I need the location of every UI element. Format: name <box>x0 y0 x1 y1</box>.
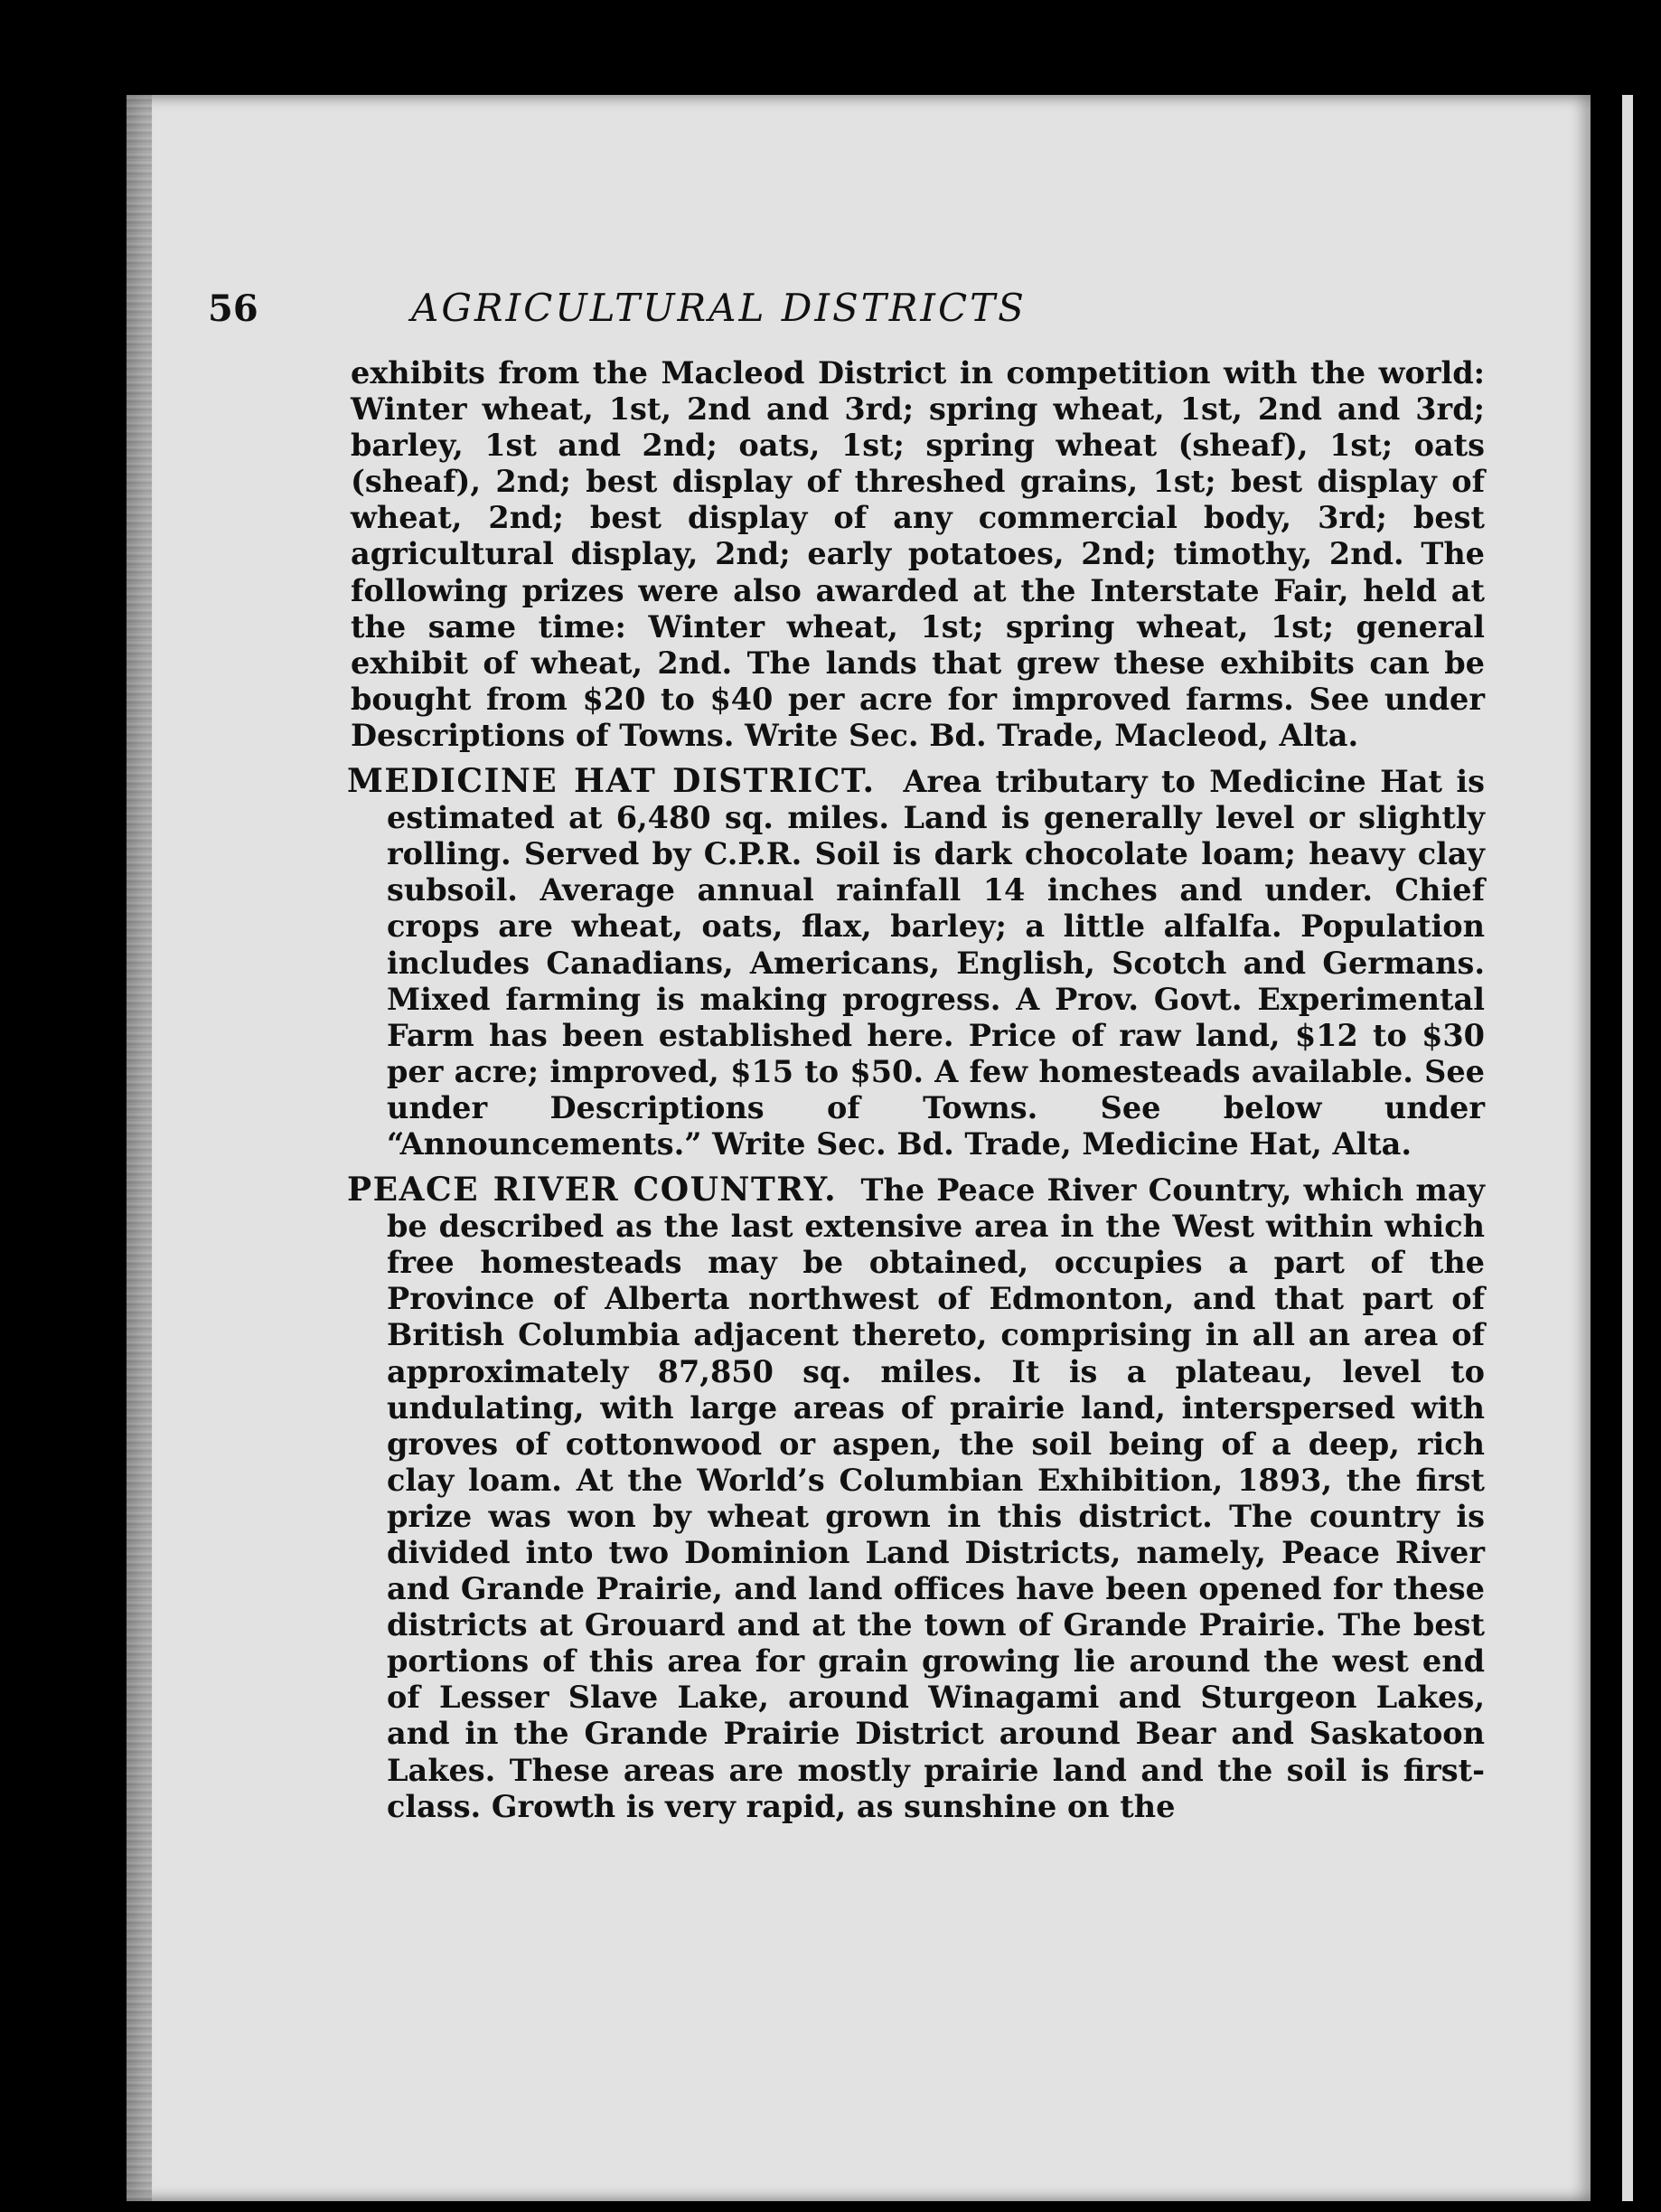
body-text <box>347 355 1485 1825</box>
page-header <box>208 269 1247 351</box>
peace-river-entry <box>347 1171 1485 1825</box>
page-number: 56 <box>208 287 258 330</box>
running-title: AGRICULTURAL DISTRICTS <box>411 286 1027 330</box>
next-page-edge <box>1622 95 1633 2201</box>
entry-text-peace-river: The Peace River Country, which may be described as the last extensive area in the West within which free homesteads may be obtained, occupies a part of the Province of Alberta northwest of Edmonton, and that part of British Columbia adjacent thereto, comprising in all an area of approximately 87,850 sq. miles. It is a plateau, level to undulating, with large areas of prairie land, interspersed with groves of cottonwood or aspen, the soil being of a deep, rich clay loam. At the World’s Columbian Exhibition, 1893, the first prize was won by wheat grown in this district. The country is divided into two Dominion Land Districts, namely, Peace River and Grande Prairie, and land offices have been opened for these districts at Grouard and at the town of Grande Prairie. The best portions of this area for grain growing lie around the west end of Lesser Slave Lake, around Winagami and Sturgeon Lakes, and in the Grande Prairie District around Bear and Saskatoon Lakes. These areas are mostly prairie land and the soil is first-class. Growth is very rapid, as sunshine on the <box>387 1172 1485 1824</box>
entry-text-medicine-hat: Area tributary to Medicine Hat is estimated at 6,480 sq. miles. Land is generally level or slightly rolling. Served by C.P.R. Soil is dark chocolate loam; heavy clay subsoil. Average annual rainfall 14 inches and under. Chief crops are wheat, oats, flax, barley; a little alfalfa. Population includes Canadians, Americans, English, Scotch and Germans. Mixed farming is making progress. A Prov. Govt. Experimental Farm has been established here. Price of raw land, $12 to $30 per acre; improved, $15 to $50. A few homesteads available. See under Descriptions of Towns. See below under “Announcements.” Write Sec. Bd. Trade, Medicine Hat, Alta. <box>387 764 1485 1162</box>
entry-title-peace-river: PEACE RIVER COUNTRY. <box>347 1171 838 1210</box>
medicine-hat-entry <box>347 762 1485 1162</box>
entry-title-medicine-hat: MEDICINE HAT DISTRICT. <box>347 762 876 801</box>
macleod-continued-paragraph: exhibits from the Macleod District in competition with the world: Winter wheat, 1st, 2nd and 3rd; spring wheat, 1st, 2nd and 3rd; barley, 1st and 2nd; oats, 1st; spring wheat (sheaf), 1st; oats (sheaf), 2nd; best display of threshed grains, 1st; best display of wheat, 2nd; best display of any commercial body, 3rd; best agricultural display, 2nd; early potatoes, 2nd; timothy, 2nd. The following prizes were also awarded at the Interstate Fair, held at the same time: Winter wheat, 1st; spring wheat, 1st; general exhibit of wheat, 2nd. The lands that grew these exhibits can be bought from $20 to $40 per acre for improved farms. See under Descriptions of Towns. Write Sec. Bd. Trade, Macleod, Alta. <box>351 355 1485 753</box>
